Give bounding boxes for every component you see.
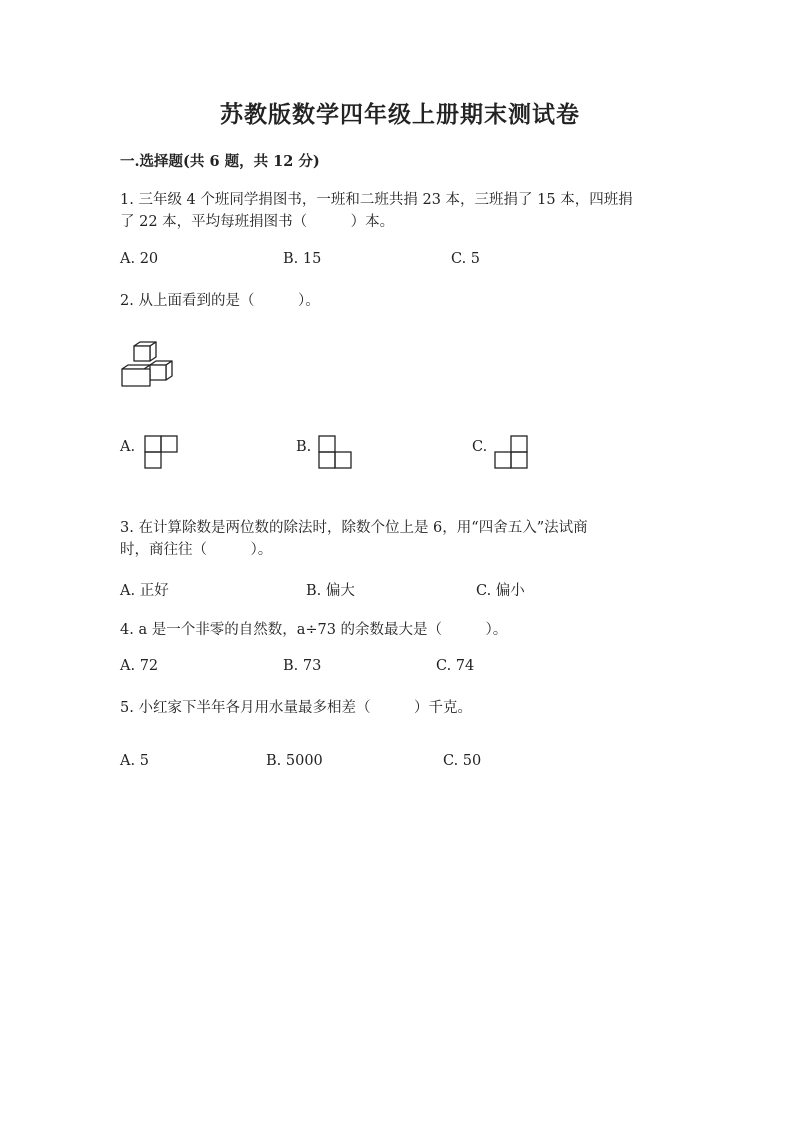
- question-2-line-1: 2. 从上面看到的是（ ）。: [120, 293, 320, 309]
- question-4-option-a: A. 72: [120, 658, 159, 674]
- question-2-option-a: A.: [120, 439, 136, 455]
- question-5-option-c: C. 50: [443, 753, 482, 769]
- question-1-line-1: 1. 三年级 4 个班同学捐图书，一班和二班共捐 23 本，三班捐了 15 本，四班捐: [120, 192, 633, 208]
- question-2-option-c: C.: [472, 439, 488, 455]
- question-2-option-b: B.: [296, 439, 312, 455]
- question-4-line-1: 4. a 是一个非零的自然数，a÷73 的余数最大是（ ）。: [120, 622, 508, 638]
- question-4-option-b: B. 73: [283, 658, 322, 674]
- option-b-grid-figure: [318, 435, 352, 469]
- question-3-line-1: 3. 在计算除数是两位数的除法时，除数个位上是 6，用“四舍五入”法试商: [120, 520, 588, 536]
- question-5-option-b: B. 5000: [266, 753, 323, 769]
- question-3-line-2: 时，商往往（ ）。: [120, 542, 273, 558]
- question-4-option-c: C. 74: [436, 658, 475, 674]
- page-title: 苏教版数学四年级上册期末测试卷: [220, 101, 580, 128]
- section-heading: 一.选择题(共 6 题，共 12 分): [120, 153, 320, 170]
- question-5-line-1: 5. 小红家下半年各月用水量最多相差（ ）千克。: [120, 700, 472, 716]
- question-3-option-c: C. 偏小: [476, 583, 525, 599]
- question-3-option-b: B. 偏大: [306, 583, 355, 599]
- cube-stack-figure: [120, 342, 182, 388]
- question-1-option-a: A. 20: [120, 251, 159, 267]
- option-c-grid-figure: [494, 435, 528, 469]
- question-3-option-a: A. 正好: [120, 583, 169, 599]
- question-5-option-a: A. 5: [120, 753, 149, 769]
- question-1-line-2: 了 22 本，平均每班捐图书（ ）本。: [120, 214, 395, 230]
- option-a-grid-figure: [144, 435, 178, 469]
- question-1-option-b: B. 15: [283, 251, 322, 267]
- question-1-option-c: C. 5: [451, 251, 481, 267]
